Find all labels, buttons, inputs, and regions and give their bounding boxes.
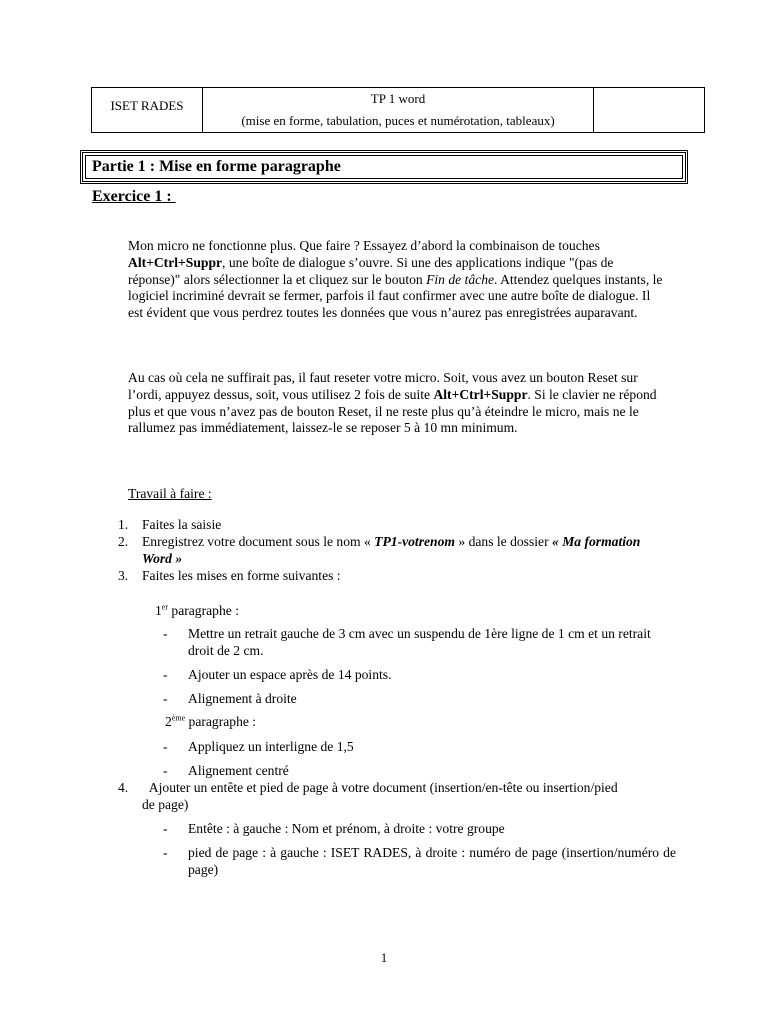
filename: TP1-votrenom bbox=[374, 534, 455, 549]
paragraph-2 bbox=[128, 370, 668, 437]
list-text: Faites les mises en forme suivantes : bbox=[142, 568, 341, 583]
list-text: Faites la saisie bbox=[142, 517, 222, 532]
paragraph-1-button-name: Fin de tâche bbox=[426, 271, 495, 287]
list-text: Enregistrez votre document sous le nom « TP1-votrenom » dans le dossier « Ma formation Word » bbox=[142, 534, 641, 566]
paragraph-1-shortcut: Alt+Ctrl+Suppr bbox=[128, 254, 223, 270]
list-number: 1. bbox=[118, 517, 129, 532]
paragraph-2-text-a: Au cas où cela ne suffirait pas, il faut reseter votre micro. Soit, vous avez un bouton Reset sur l’ordi, appuyez dessus, soit, vous utilisez 2 fois de suite bbox=[128, 370, 638, 402]
exercice-title: Exercice 1 : bbox=[92, 188, 176, 205]
header-subtitle: (mise en forme, tabulation, puces et numérotation, tableaux) bbox=[241, 113, 555, 128]
paragraph-1-text-e: . Attendez quelques instants, le logiciel incriminé devrait se fermer, parfois il faut confirmer avec une autre boîte de dialogue. Il est évident que vous perdrez toutes les données que vous n’aurez pas enregistrées auparavant. bbox=[128, 271, 663, 321]
paragraph-2-shortcut: Alt+Ctrl+Suppr bbox=[433, 386, 528, 402]
paragraph-2-text-c: . Si le clavier ne répond plus et que vous n’avez pas de bouton Reset, il ne reste plus qu’à éteindre le micro, mais ne le rallumez pas immédiatement, laissez-le se reposer 5 à 10 mn minimum. bbox=[128, 386, 657, 436]
partie-title: Partie 1 : Mise en forme paragraphe bbox=[92, 158, 341, 175]
list-number: 3. bbox=[118, 568, 129, 583]
header-school: ISET RADES bbox=[110, 98, 184, 113]
paragraph-1-text-c: , une boîte de dialogue s’ouvre. Si une des applications indique "(pas de réponse)" alors sélectionner la et cliquez sur le bouton bbox=[128, 254, 614, 287]
list-number: 2. bbox=[118, 534, 129, 549]
travail-heading: Travail à faire : bbox=[128, 486, 212, 501]
paragraph-1-subheading: 1er paragraphe : bbox=[155, 602, 239, 618]
paragraph-1-text-a: Mon micro ne fonctionne plus. Que faire ? Essayez d’abord la combinaison de touches bbox=[128, 238, 600, 253]
header-title: TP 1 word bbox=[370, 91, 426, 106]
paragraph-2-subheading: 2ème paragraphe : bbox=[165, 713, 257, 729]
page-number: 1 bbox=[380, 950, 388, 965]
header-table bbox=[91, 87, 705, 133]
list-number: 4. bbox=[118, 780, 129, 795]
folder-name: « Ma formation Word » bbox=[142, 534, 641, 566]
header-title-cell bbox=[203, 88, 594, 133]
header-school-cell bbox=[92, 88, 203, 133]
paragraph-1 bbox=[128, 238, 668, 322]
list-text: Ajouter un entête et pied de page à votre document (insertion/en-tête ou insertion/pied de page) bbox=[142, 780, 622, 812]
header-empty-cell bbox=[594, 88, 705, 133]
